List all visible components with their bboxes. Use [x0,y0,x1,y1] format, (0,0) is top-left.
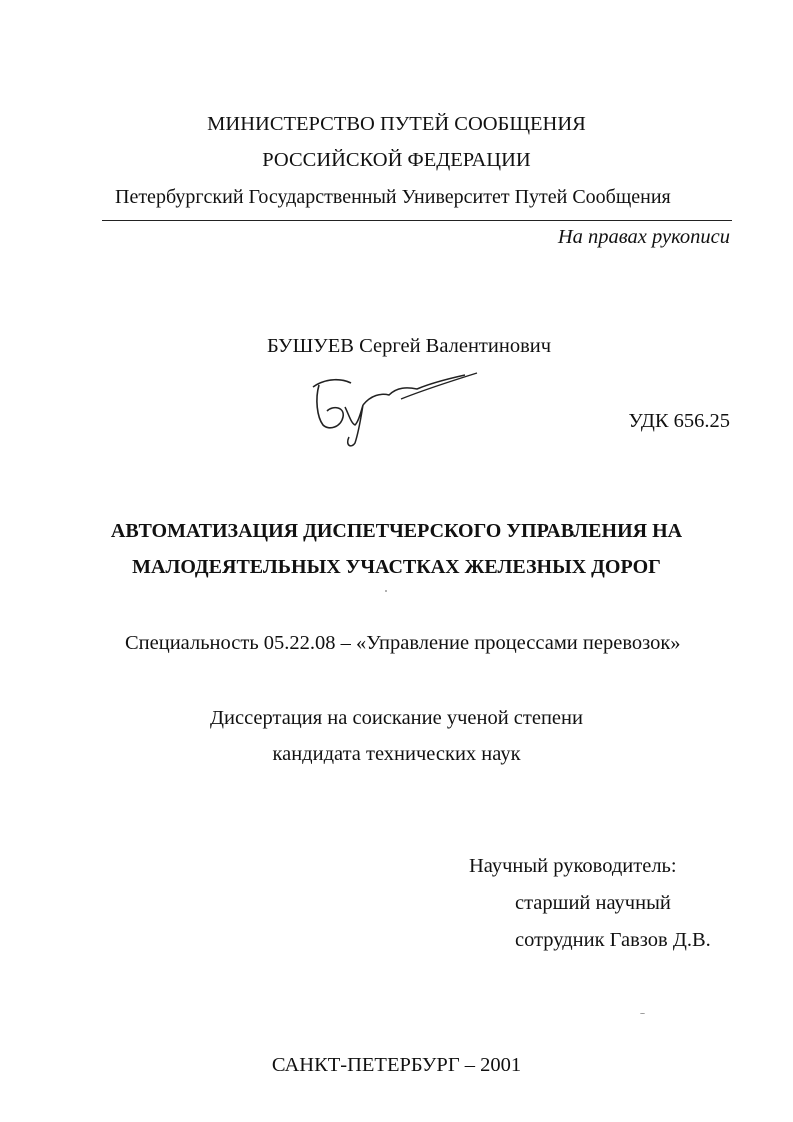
supervisor-label: Научный руководитель: [469,855,677,877]
supervisor-line-1: старший научный [515,892,671,914]
title-line-2: МАЛОДЕЯТЕЛЬНЫХ УЧАСТКАХ ЖЕЛЕЗНЫХ ДОРОГ [132,556,661,578]
header-divider [102,220,732,221]
city-year: САНКТ-ПЕТЕРБУРГ – 2001 [271,1054,522,1076]
author-signature [305,365,485,450]
scan-speck [640,1013,645,1014]
degree-line-1: Диссертация на соискание ученой степени [210,707,583,729]
udc-code: УДК 656.25 [628,410,730,432]
ministry-line-1: МИНИСТЕРСТВО ПУТЕЙ СООБЩЕНИЯ [207,113,586,135]
ministry-line-2: РОССИЙСКОЙ ФЕДЕРАЦИИ [262,149,531,171]
degree-line-2: кандидата технических наук [272,743,521,765]
supervisor-line-2: сотрудник Гавзов Д.В. [515,929,711,951]
scan-speck [385,590,387,592]
specialty: Специальность 05.22.08 – «Управление процессами перевозок» [125,632,681,654]
manuscript-note: На правах рукописи [557,226,730,248]
author-name: БУШУЕВ Сергей Валентинович [267,335,552,357]
university-name: Петербургский Государственный Университет Путей Сообщения [115,186,671,208]
title-line-1: АВТОМАТИЗАЦИЯ ДИСПЕТЧЕРСКОГО УПРАВЛЕНИЯ НА [110,520,683,542]
